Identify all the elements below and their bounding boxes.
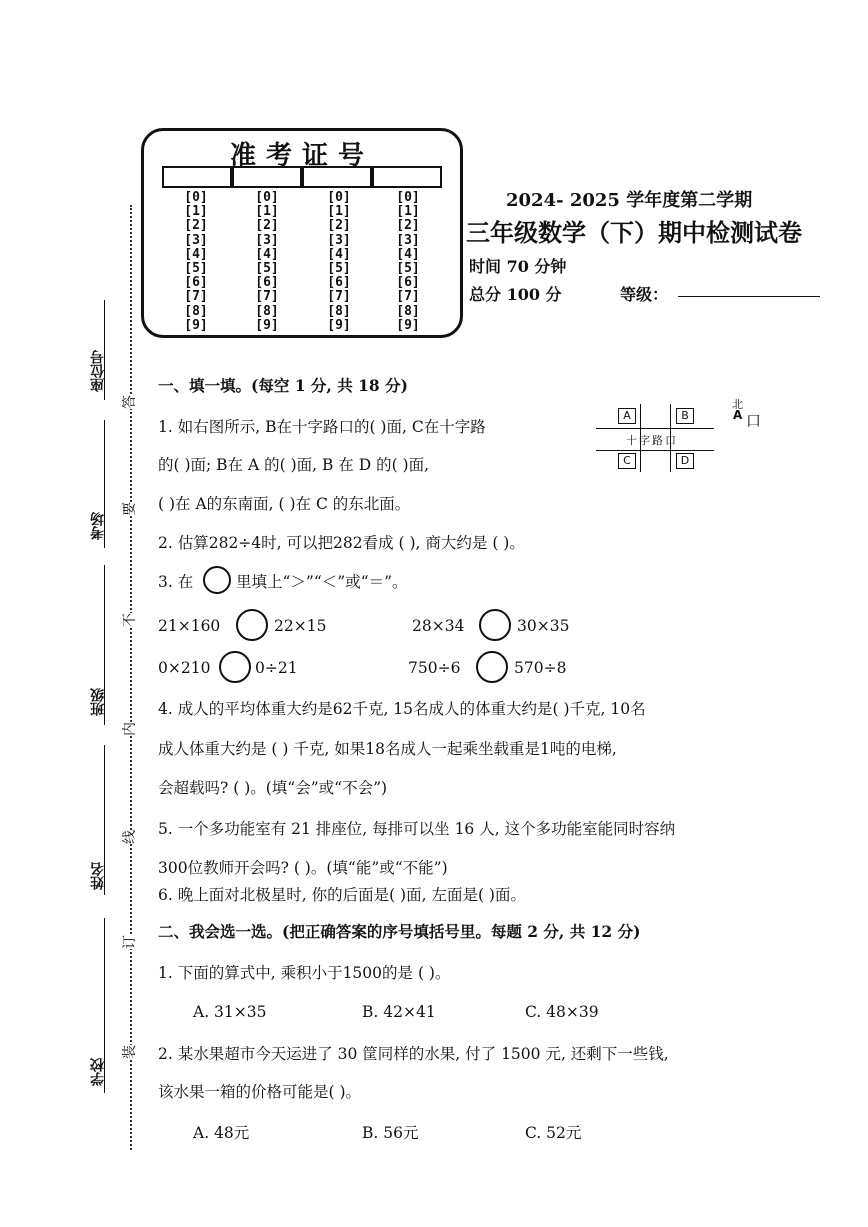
digit-bubble[interactable]: [7] <box>184 289 208 305</box>
class-label: 班级 <box>90 688 106 716</box>
s2-q2-option-a[interactable]: A. 48元 <box>193 1124 250 1142</box>
binding-dotted-line <box>130 205 132 1150</box>
digit-bubble[interactable]: [0] <box>255 190 279 205</box>
digit-bubble[interactable]: [2] <box>184 218 208 234</box>
digit-bubble[interactable]: [3] <box>396 232 420 248</box>
digit-bubble[interactable]: [5] <box>184 261 208 277</box>
digit-bubble[interactable]: [2] <box>255 218 279 234</box>
digit-bubble[interactable]: [0] <box>396 190 420 205</box>
digit-bubble[interactable]: [5] <box>327 261 351 277</box>
compare-blank[interactable] <box>236 609 268 641</box>
compare-right: 570÷8 <box>514 659 567 677</box>
road-bottom-edge <box>596 450 714 451</box>
compare-right: 22×15 <box>274 617 327 635</box>
digit-bubble[interactable]: [8] <box>184 303 208 319</box>
digit-bubble[interactable]: [9] <box>327 317 351 333</box>
term-subtitle: 2024- 2025 学年度第二学期 <box>506 190 753 211</box>
compare-blank[interactable] <box>219 651 251 683</box>
digit-bubble[interactable]: [3] <box>184 232 208 248</box>
crossroad-diagram <box>596 400 776 475</box>
exam-total-score: 总分 100 分 <box>469 285 562 304</box>
class-line[interactable] <box>104 565 105 725</box>
digit-bubble[interactable]: [1] <box>327 204 351 220</box>
s2-q2-option-b[interactable]: B. 56元 <box>362 1124 419 1142</box>
compare-left: 0×210 <box>158 659 211 677</box>
digit-bubble[interactable]: [7] <box>255 289 279 305</box>
digit-column <box>317 191 361 333</box>
admission-number-box <box>141 128 463 338</box>
box-d: D <box>676 453 694 469</box>
exam-room-label: 考场 <box>90 512 106 540</box>
s2-q1-option-a[interactable]: A. 31×35 <box>193 1003 267 1021</box>
box-b: B <box>676 408 694 424</box>
binding-warning-char: 答 <box>117 395 141 409</box>
digit-bubble[interactable]: [3] <box>255 232 279 248</box>
digit-bubble[interactable]: [4] <box>255 246 279 262</box>
digit-bubble[interactable]: [2] <box>327 218 351 234</box>
digit-bubble[interactable]: [0] <box>327 190 351 205</box>
q5-line2: 300位教师开会吗? ( )。(填“能”或“不能”) <box>158 859 448 877</box>
admission-digit-cell[interactable] <box>162 166 232 188</box>
exam-title: 三年级数学（下）期中检测试卷 <box>466 218 802 247</box>
section2-heading: 二、我会选一选。(把正确答案的序号填括号里。每题 2 分, 共 12 分) <box>158 922 641 941</box>
box-a: A <box>618 408 636 424</box>
s2-q1: 1. 下面的算式中, 乘积小于1500的是 ( )。 <box>158 964 451 982</box>
admission-digit-cell[interactable] <box>232 166 302 188</box>
digit-bubble[interactable]: [1] <box>255 204 279 220</box>
road-top-edge <box>596 428 714 429</box>
q1-line2: 的( )面; B在 A 的( )面, B 在 D 的( )面, <box>158 456 430 474</box>
grade-label: 等级： <box>620 285 669 304</box>
compare-left: 750÷6 <box>408 659 461 677</box>
mouth-label: 口 <box>746 412 762 430</box>
digit-bubble[interactable]: [6] <box>184 275 208 291</box>
name-line[interactable] <box>104 745 105 895</box>
school-label: 学校 <box>90 1058 106 1086</box>
digit-bubble[interactable]: [9] <box>255 317 279 333</box>
s2-q1-option-b[interactable]: B. 42×41 <box>362 1003 436 1021</box>
binding-warning-char: 不 <box>117 613 141 627</box>
compare-left: 21×160 <box>158 617 221 635</box>
compare-circle-icon <box>203 566 231 594</box>
compare-blank[interactable] <box>479 609 511 641</box>
q5-line1: 5. 一个多功能室有 21 排座位, 每排可以坐 16 人, 这个多功能室能同时容纳 <box>158 820 676 838</box>
admission-digit-cell[interactable] <box>372 166 442 188</box>
q3-prefix: 3. 在 <box>158 573 194 591</box>
digit-bubble[interactable]: [5] <box>396 261 420 277</box>
compare-right: 30×35 <box>517 617 570 635</box>
q4-line2: 成人体重大约是 ( ) 千克, 如果18名成人一起乘坐载重是1吨的电梯, <box>158 740 617 758</box>
q1-line1: 1. 如右图所示, B在十字路口的( )面, C在十字路 <box>158 418 486 436</box>
section1-heading: 一、填一填。(每空 1 分, 共 18 分) <box>158 376 408 395</box>
compare-right: 0÷21 <box>255 659 298 677</box>
exam-time: 时间 70 分钟 <box>469 257 567 276</box>
north-label: 北 <box>732 398 743 411</box>
crossroad-label: 十字路口 <box>626 434 678 447</box>
admission-digit-cell[interactable] <box>302 166 372 188</box>
q1-line3: ( )在 A的东南面, ( )在 C 的东北面。 <box>158 495 411 513</box>
digit-bubble[interactable]: [8] <box>327 303 351 319</box>
s2-q2-line2: 该水果一箱的价格可能是( )。 <box>158 1083 362 1101</box>
digit-bubble[interactable]: [2] <box>396 218 420 234</box>
s2-q2-option-c[interactable]: C. 52元 <box>525 1124 582 1142</box>
digit-bubble[interactable]: [1] <box>396 204 420 220</box>
digit-bubble[interactable]: [9] <box>184 317 208 333</box>
digit-bubble[interactable]: [3] <box>327 232 351 248</box>
q4-line3: 会超载吗? ( )。(填“会”或“不会”) <box>158 779 388 797</box>
digit-bubble[interactable]: [7] <box>396 289 420 305</box>
compare-blank[interactable] <box>476 651 508 683</box>
digit-bubble[interactable]: [4] <box>184 246 208 262</box>
digit-column <box>245 191 289 333</box>
digit-bubble[interactable]: [0] <box>184 190 208 205</box>
binding-warning-char: 要 <box>117 502 141 516</box>
q2: 2. 估算282÷4时, 可以把282看成 ( ), 商大约是 ( )。 <box>158 534 525 552</box>
s2-q2-line1: 2. 某水果超市今天运进了 30 筐同样的水果, 付了 1500 元, 还剩下一些钱, <box>158 1045 669 1063</box>
digit-column <box>386 191 430 333</box>
compare-left: 28×34 <box>412 617 465 635</box>
digit-bubble[interactable]: [6] <box>255 275 279 291</box>
binding-warning-char: 内 <box>117 722 141 736</box>
binding-warning-char: 订 <box>117 935 141 949</box>
digit-bubble[interactable]: [1] <box>184 204 208 220</box>
seat-number-line[interactable] <box>104 300 105 400</box>
admission-number-title: 准考证号 <box>229 141 374 171</box>
s2-q1-option-c[interactable]: C. 48×39 <box>525 1003 599 1021</box>
q6: 6. 晚上面对北极星时, 你的后面是( )面, 左面是( )面。 <box>158 886 526 904</box>
digit-bubble[interactable]: [9] <box>396 317 420 333</box>
digit-bubble[interactable]: [8] <box>255 303 279 319</box>
name-label: 姓名 <box>90 862 106 890</box>
digit-bubble[interactable]: [7] <box>327 289 351 305</box>
binding-warning-char: 装 <box>117 1045 141 1059</box>
school-line[interactable] <box>104 918 105 1093</box>
seat-number-label: 座位号 <box>90 350 106 392</box>
digit-bubble[interactable]: [5] <box>255 261 279 277</box>
q4-line1: 4. 成人的平均体重大约是62千克, 15名成人的体重大约是( )千克, 10名 <box>158 700 646 718</box>
digit-bubble[interactable]: [6] <box>396 275 420 291</box>
digit-bubble[interactable]: [6] <box>327 275 351 291</box>
digit-column <box>174 191 218 333</box>
digit-bubble[interactable]: [4] <box>396 246 420 262</box>
digit-bubble[interactable]: [8] <box>396 303 420 319</box>
north-arrow-icon: A <box>733 408 743 422</box>
exam-room-line[interactable] <box>104 420 105 548</box>
grade-blank[interactable] <box>678 296 820 297</box>
box-c: C <box>618 453 636 469</box>
q3-tail: 里填上“＞”“＜”或“＝”。 <box>236 573 408 591</box>
digit-bubble[interactable]: [4] <box>327 246 351 262</box>
binding-warning-char: 线 <box>117 830 141 844</box>
